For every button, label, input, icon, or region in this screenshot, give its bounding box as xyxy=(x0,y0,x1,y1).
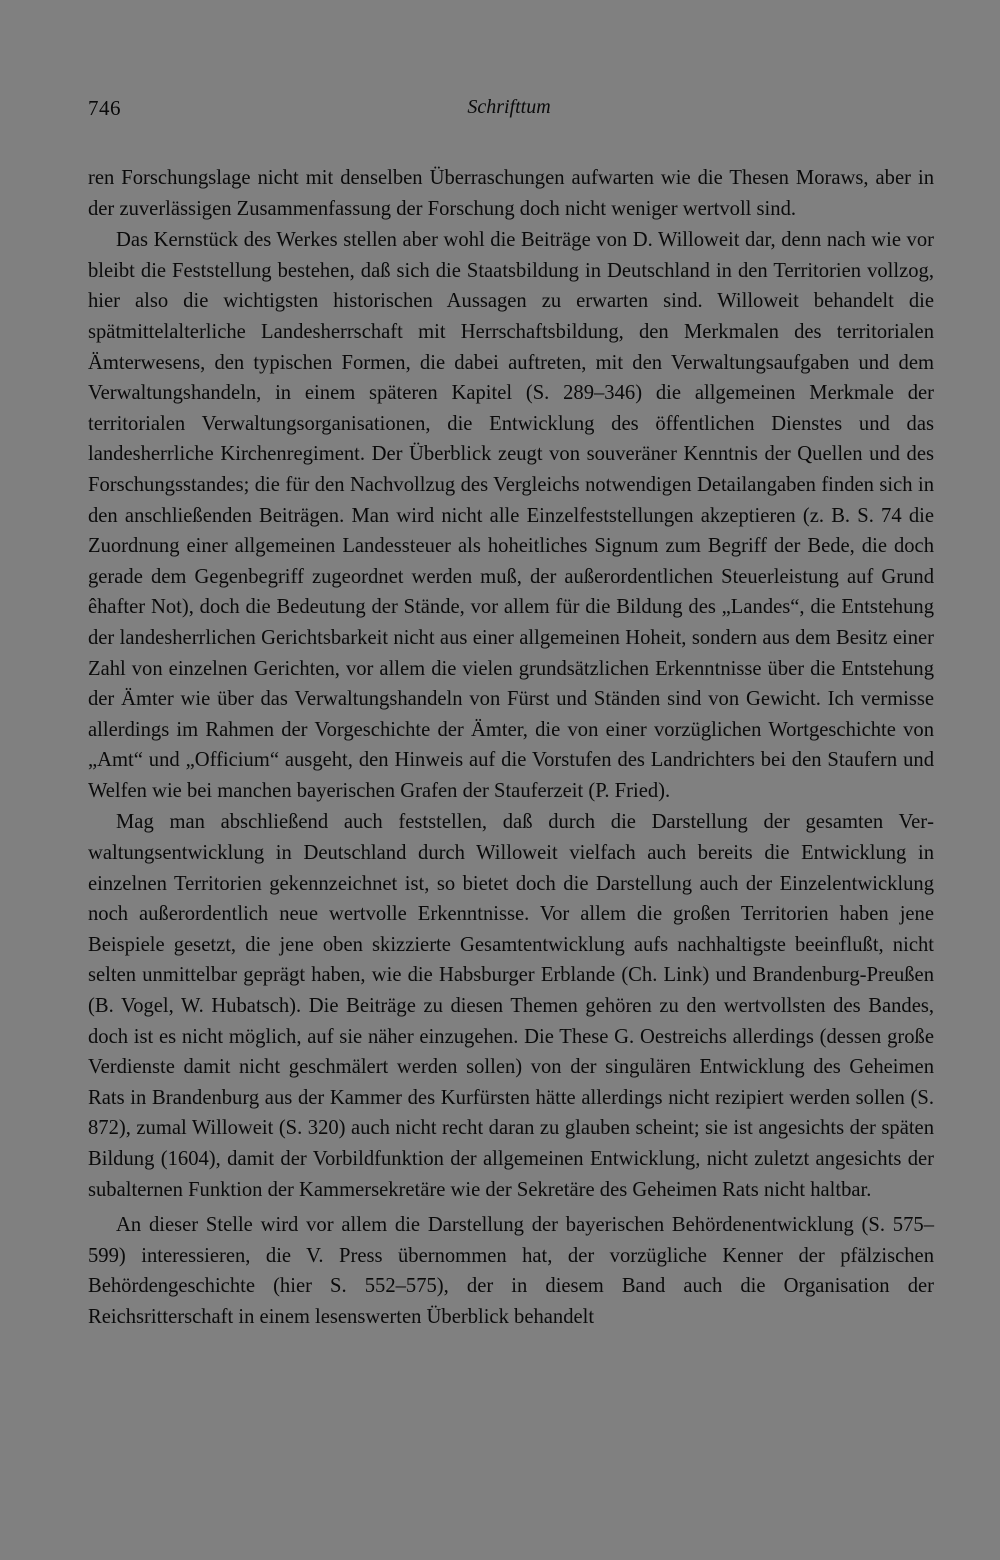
running-head: Schrifttum xyxy=(467,96,551,118)
paragraph: Das Kernstück des Werkes stellen aber wohl die Beiträge von D. Willoweit dar, denn nach wie vor bleibt die Feststellung bestehen, daß sich die Staatsbildung in Deutschland in den Territorien vollzog, hier also die wichtigsten historischen Aussagen zu erwarten sind. Willoweit behandelt die spätmittelalterliche Landesherrschaft mit Herrschaftsbildung, den Merkmalen des territorialen Ämterwesens, den typischen Formen, die dabei auftreten, mit den Verwaltungsaufgaben und dem Verwaltungshandeln, in einem späteren Kapitel (S. 289–346) die allgemeinen Merkmale der territorialen Verwaltungsorganisationen, die Entwicklung des öffentlichen Dienstes und das landesherrliche Kirchenregiment. Der Überblick zeugt von souveräner Kenntnis der Quellen und des Forschungsstandes; die für den Nachvollzug des Vergleichs notwendigen Detailangaben finden sich in den anschließenden Beiträgen. Man wird nicht alle Einzelfeststellungen akzeptieren (z. B. S. 74 die Zuordnung einer allgemeinen Landessteuer als hoheitliches Signum zum Begriff der Bede, die doch gerade dem Gegenbegriff zugeordnet werden muß, der außerordentlichen Steuerleistung auf Grund êhafter Not), doch die Bedeutung der Stände, vor allem für die Bildung des „Landes“, die Entstehung der landesherrlichen Gerichtsbarkeit nicht aus einer allgemeinen Hoheit, sondern aus dem Besitz einer Zahl von einzelnen Gerichten, vor allem die vielen grundsätzlichen Erkenntnisse über die Entstehung der Ämter wie über das Verwaltungshandeln von Fürst und Ständen sind von Gewicht. Ich vermisse allerdings im Rahmen der Vorgeschichte der Ämter, die von einer vorzüglichen Wortgeschichte von „Amt“ und „Officium“ ausgeht, den Hinweis auf die Vorstufen des Landrichters bei den Staufern und Welfen wie bei manchen bayerischen Grafen der Stauferzeit (P. Fried). xyxy=(88,229,934,802)
page-header xyxy=(88,96,930,130)
paragraph: An dieser Stelle wird vor allem die Darstellung der bayerischen Behördenentwicklung (S. 575–599) interessieren, die V. Press übernommen hat, der vorzügliche Kenner der pfälzischen Behördengeschichte (hier S. 552–575), der in diesem Band auch die Organisation der Reichsritterschaft in einem lesenswerten Überblick behandelt xyxy=(88,1214,934,1328)
page-number: 746 xyxy=(88,96,121,120)
body-text xyxy=(88,163,934,1334)
paragraph: ren Forschungslage nicht mit denselben Überraschungen aufwarten wie die Thesen Moraws, aber in der zuverlässigen Zusammenfassung der Forschung doch nicht weniger wertvoll sind. xyxy=(88,167,934,220)
paragraph: Mag man abschließend auch feststellen, daß durch die Darstellung der gesamten Verwaltungsentwicklung in Deutschland durch Willoweit vielfach auch bereits die Entwicklung in einzelnen Territorien gekennzeichnet ist, so bietet doch die Darstellung auch der Einzelentwicklung noch außerordentlich neue wertvolle Erkenntnisse. Vor allem die großen Territorien haben jene Beispiele gesetzt, die jene oben skizzierte Gesamtentwicklung aufs nachhaltigste beeinflußt, nicht selten unmittelbar geprägt haben, wie die Habsburger Erblande (Ch. Link) und Brandenburg-Preußen (B. Vogel, W. Hubatsch). Die Beiträge zu diesen Themen gehören zu den wertvollsten des Bandes, doch ist es nicht möglich, auf sie näher einzugehen. Die These G. Oestreichs allerdings (dessen große Verdienste damit nicht geschmälert werden sollen) von der singulären Entwicklung des Geheimen Rats in Brandenburg aus der Kammer des Kurfürsten hätte allerdings nicht rezipiert werden sollen (S. 872), zumal Willoweit (S. 320) auch nicht recht daran zu glauben scheint; sie ist angesichts der späten Bildung (1604), damit der Vorbildfunktion der allgemeinen Entwicklung, nicht zuletzt angesichts der subalternen Funktion der Kammersekretäre wie der Sekretäre des Geheimen Rats nicht haltbar. xyxy=(88,811,934,1201)
